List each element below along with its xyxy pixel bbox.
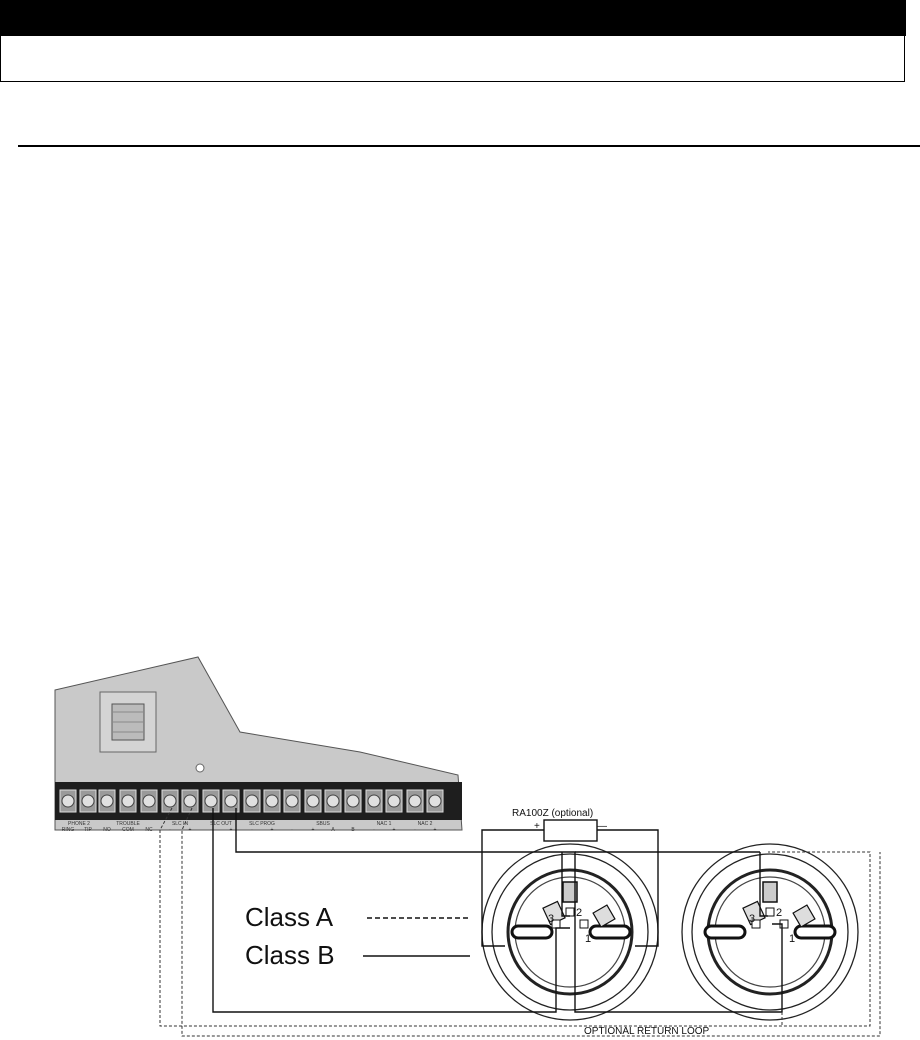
terminal-pin-label: RING	[61, 827, 75, 833]
terminal-pin-label: A	[331, 827, 335, 833]
mounting-hole	[196, 764, 204, 772]
terminal-number-3: 3	[548, 913, 555, 925]
resistor-plus: +	[534, 821, 540, 832]
terminal-screw	[327, 795, 339, 807]
terminal-pin-label: -	[373, 827, 375, 833]
terminal-number-2: 2	[776, 907, 783, 919]
resistor-label: RA100Z (optional)	[512, 808, 594, 819]
terminal-pin-label: NC	[145, 827, 153, 833]
terminal-pin-label: NO	[103, 827, 111, 833]
terminal-screw	[388, 795, 400, 807]
terminal-screw	[225, 795, 237, 807]
terminal-pin-label: +	[392, 827, 396, 833]
terminal-screw	[122, 795, 134, 807]
terminal-group-label: SBUS	[316, 821, 330, 827]
terminal-pin-label: COM	[122, 827, 134, 833]
terminal-group-label: PHONE 2	[68, 821, 90, 827]
terminal-screw	[368, 795, 380, 807]
legend-class-b: Class B	[245, 940, 335, 970]
legend	[245, 902, 470, 970]
terminal-screw	[347, 795, 359, 807]
terminal-screw	[286, 795, 298, 807]
terminal-screw	[246, 795, 258, 807]
terminal-pin-label: B	[351, 827, 355, 833]
terminal-pin-label: TIP	[84, 827, 92, 833]
terminal-screw	[307, 795, 319, 807]
transformer-icon	[100, 692, 156, 752]
terminal-screw	[101, 795, 113, 807]
terminal-group-label: SLC IN	[171, 821, 189, 827]
detector-base-1	[482, 844, 658, 1020]
terminal-number-1: 1	[789, 933, 796, 945]
resistor-minus: —	[597, 821, 607, 832]
terminal-screw	[164, 795, 176, 807]
terminal-screw	[266, 795, 278, 807]
terminal-screw	[143, 795, 155, 807]
terminal-pin-label: -	[251, 827, 253, 833]
detector-base-2	[682, 844, 858, 1020]
terminal-pin-label: +	[270, 827, 274, 833]
terminal-pin-label: +	[433, 827, 437, 833]
terminal-pin-label: -	[210, 827, 212, 833]
return-loop-label: OPTIONAL RETURN LOOP	[584, 1026, 710, 1037]
terminal-group-label: SLC PROG	[249, 821, 275, 827]
terminal-screw	[409, 795, 421, 807]
terminal-pin-label: -	[414, 827, 416, 833]
terminal-screw	[429, 795, 441, 807]
legend-class-a: Class A	[245, 902, 334, 932]
terminal-screw	[205, 795, 217, 807]
terminal-group-label: NAC 1	[376, 821, 392, 827]
ra100z-resistor	[544, 820, 597, 841]
terminal-pin-label: -	[291, 827, 293, 833]
terminal-group-label: NAC 2	[417, 821, 433, 827]
terminal-screw	[62, 795, 74, 807]
terminal-pin-label: +	[311, 827, 315, 833]
terminal-screw	[184, 795, 196, 807]
terminal-number-3: 3	[749, 913, 756, 925]
terminal-pin-label: -	[169, 827, 171, 833]
terminal-number-2: 2	[576, 907, 583, 919]
terminal-group-label: TROUBLE	[116, 821, 140, 827]
terminal-group-label: SLC OUT	[210, 821, 232, 827]
terminal-pin-label: +	[229, 827, 233, 833]
terminal-number-1: 1	[585, 933, 592, 945]
terminal-pin-label: +	[188, 827, 192, 833]
terminal-screw	[82, 795, 94, 807]
